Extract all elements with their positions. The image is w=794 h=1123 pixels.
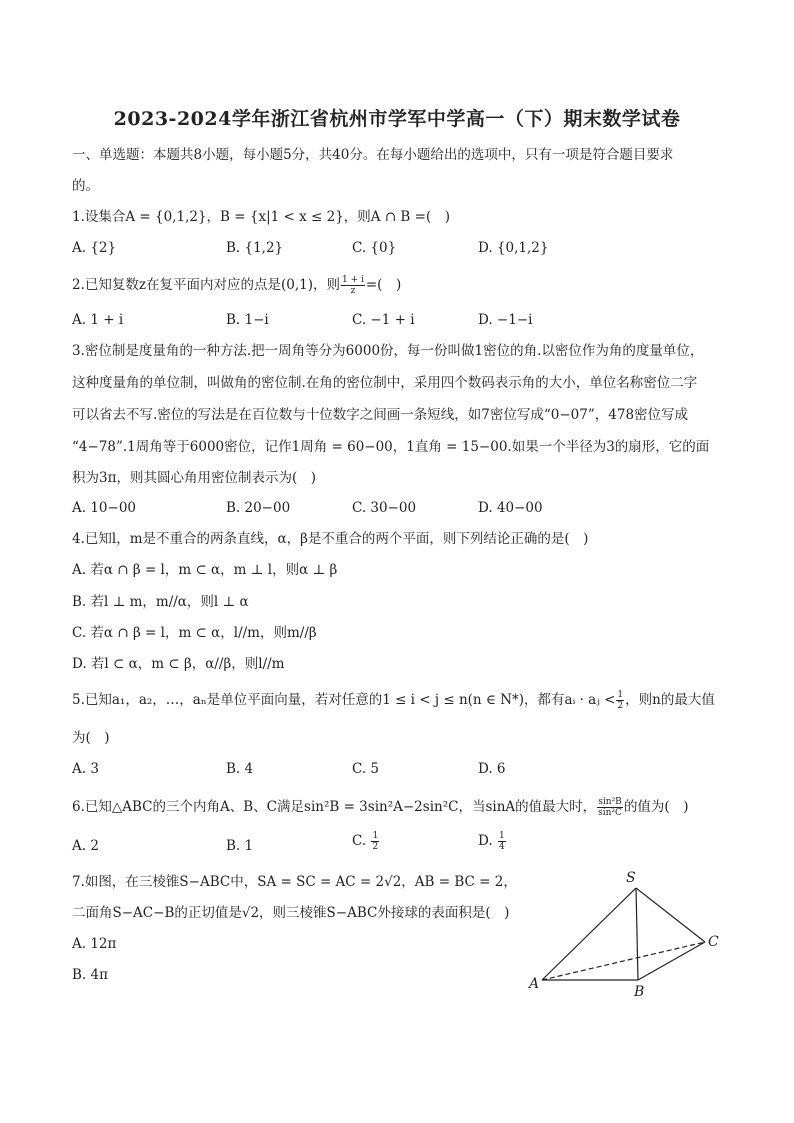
question-7-line-2: 二面角S−AC−B的正切值是√2，则三棱锥S−ABC外接球的表面积是( ) [72,905,510,921]
question-2-option-c: C. −1 + i [352,312,415,328]
edge-sa [542,888,636,980]
question-6-stem-pre: 6.已知△ABC的三个内角A、B、C满足sin²B = 3sin²A−2sin²C，当sinA的值最大时， [72,799,597,815]
question-6-stem-post: 的值为( ) [623,799,689,815]
question-3-line-1: 3.密位制是度量角的一种方法.把一周角等分为6000份，每一份叫做1密位的角.以密位作为角的度量单位， [72,343,704,359]
question-4-option-a: A. 若α ∩ β = l，m ⊂ α，m ⊥ l，则α ⊥ β [72,562,338,578]
question-2-option-b: B. 1−i [226,312,269,328]
question-5-stem [72,690,715,711]
question-2-option-d: D. −1−i [478,312,533,328]
question-4-stem: 4.已知l，m是不重合的两条直线，α，β是不重合的两个平面，则下列结论正确的是( ) [72,531,589,547]
section-heading: 一、单选题：本题共8小题，每小题5分，共40分。在每小题给出的选项中，只有一项是符合题目要求 [72,147,674,163]
question-3-line-4: “4−78”.1周角等于6000密位，记作1周角 = 60−00，1直角 = 15−00.如果一个半径为3的扇形，它的面 [72,439,710,455]
fraction-numerator: 1 [372,831,379,841]
edge-ac-hidden [542,942,705,980]
question-6-stem [72,797,688,818]
question-3-option-d: D. 40−00 [478,500,543,516]
question-3-line-3: 可以省去不写.密位的写法是在百位数与十位数字之间画一条短线，如7密位写成“0−07”，478密位写成 [72,407,689,423]
question-2-stem-pre: 2.已知复数z在复平面内对应的点是(0,1)，则 [72,277,340,293]
pyramid-figure [520,868,730,1003]
question-6-fraction [597,797,623,818]
question-1-stem: 1.设集合A = {0,1,2}，B = {x|1 < x ≤ 2}，则A ∩ B =( ) [72,209,450,225]
fraction-numerator: 1 [498,831,505,841]
question-5-option-a: A. 3 [72,761,99,777]
question-4-option-b: B. 若l ⊥ m，m//α，则l ⊥ α [72,594,249,610]
option-fraction [371,831,379,852]
question-5-fraction [616,690,624,711]
vertex-label-a: A [529,976,540,992]
question-5-line-2: 为( ) [72,730,110,746]
question-5-stem-pre: 5.已知a₁，a₂，…，aₙ是单位平面向量，若对任意的1 ≤ i < j ≤ n(n ∈ N*)，都有aᵢ · aⱼ < [72,692,616,708]
question-4-option-d: D. 若l ⊂ α，m ⊂ β，α//β，则l//m [72,656,285,672]
question-2-stem-post: =( ) [365,277,402,293]
question-7-line-1: 7.如图，在三棱锥S−ABC中，SA = SC = AC = 2√2，AB = BC = 2， [72,874,517,890]
question-6-option-a: A. 2 [72,838,99,854]
question-1-option-b: B. {1,2} [226,240,284,256]
fraction-denominator: sin²C [598,808,622,818]
question-7-option-a: A. 12π [72,936,117,952]
fraction-numerator: 1 [617,690,624,700]
fraction-denominator: 2 [617,701,624,711]
question-3-option-c: C. 30−00 [352,500,417,516]
fraction-numerator: sin²B [598,797,622,807]
edge-bc [638,942,705,980]
question-3-option-b: B. 20−00 [226,500,291,516]
question-7-option-b: B. 4π [72,967,108,983]
question-1-option-c: C. {0} [352,240,397,256]
option-fraction [498,831,506,852]
exam-title: 2023-2024学年浙江省杭州市学军中学高一（下）期末数学试卷 [113,108,681,130]
vertex-label-c: C [708,934,719,950]
vertex-label-s: S [626,870,636,886]
edge-sb [636,888,638,980]
question-5-option-d: D. 6 [478,761,506,777]
section-heading-cont: 的。 [72,178,99,194]
question-2-fraction [341,275,365,296]
question-2-stem [72,275,401,296]
question-5-stem-post: ，则n的最大值 [625,692,715,708]
question-4-option-c: C. 若α ∩ β = l，m ⊂ α，l//m，则m//β [72,625,317,641]
question-1-option-d: D. {0,1,2} [478,240,549,256]
question-2-option-a: A. 1 + i [72,312,124,328]
question-6-option-c: C. $\frac{1}{2}$ [352,831,379,852]
question-6-option-b: B. 1 [226,838,254,854]
question-5-option-b: B. 4 [226,761,254,777]
fraction-denominator: z [350,286,356,296]
question-3-line-2: 这种度量角的单位制，叫做角的密位制.在角的密位制中，采用四个数码表示角的大小，单位名称密位二字 [72,375,698,391]
question-3-line-5: 积为3π，则其圆心角用密位制表示为( ) [72,470,316,486]
fraction-denominator: 4 [498,842,505,852]
fraction-numerator: 1 + i [342,275,364,285]
vertex-label-b: B [634,984,645,1000]
fraction-denominator: 2 [372,842,379,852]
question-5-option-c: C. 5 [352,761,380,777]
question-6-option-d: D. $\frac{1}{4}$ [478,831,505,852]
edge-sc [636,888,705,942]
question-3-option-a: A. 10−00 [72,500,136,516]
question-1-option-a: A. {2} [72,240,117,256]
